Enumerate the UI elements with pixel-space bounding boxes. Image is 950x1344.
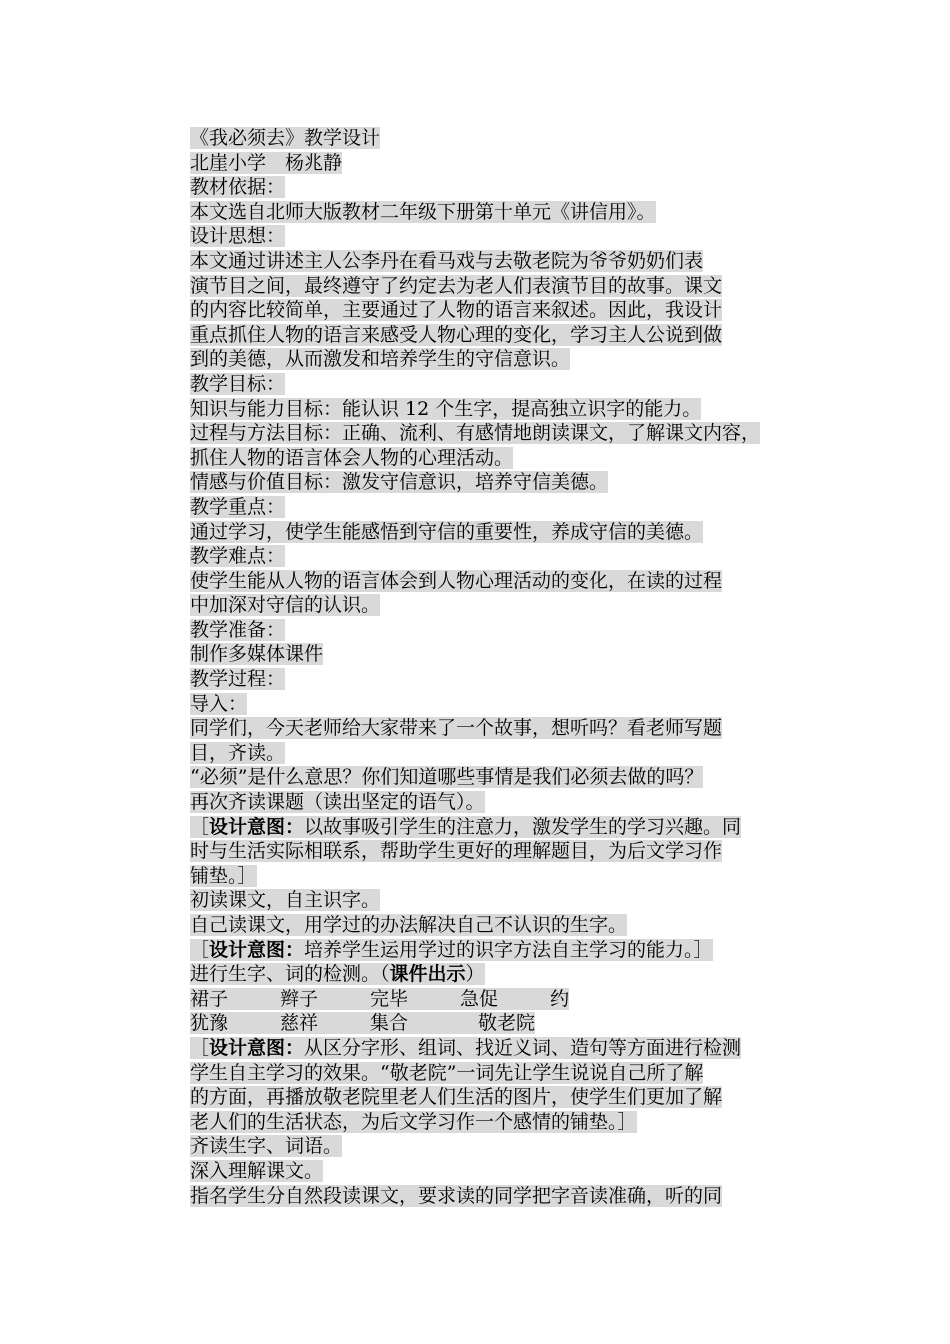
vocab-word: 完毕 bbox=[370, 987, 409, 1010]
text-line: 铺垫。］ bbox=[190, 864, 257, 887]
text-line: 齐读生字、词语。 bbox=[190, 1135, 343, 1158]
section-heading: 教学准备： bbox=[190, 618, 286, 641]
text-line: 知识与能力目标：能认识 12 个生字，提高独立识字的能力。 bbox=[190, 397, 702, 420]
text-line: 通过学习，使学生能感悟到守信的重要性，养成守信的美德。 bbox=[190, 520, 704, 543]
text-line: 情感与价值目标：激发守信意识，培养守信美德。 bbox=[190, 471, 609, 494]
design-intent-label: 设计意图： bbox=[209, 1036, 305, 1059]
section-heading: 教学难点： bbox=[190, 545, 286, 568]
vocab-word: 约 bbox=[550, 987, 570, 1010]
text-line: 到的美德，从而激发和培养学生的守信意识。 bbox=[190, 348, 571, 371]
design-intent-2: ［设计意图：培养学生运用学过的识字方法自主学习的能力。］ bbox=[190, 938, 713, 961]
text-line: 本文选自北师大版教材二年级下册第十单元《讲信用》。 bbox=[190, 200, 656, 223]
vocab-word: 集合 bbox=[370, 1012, 409, 1035]
word-row-2 bbox=[190, 1011, 840, 1036]
document-body bbox=[190, 126, 840, 1208]
text-line: 学生自主学习的效果。“敬老院”一词先让学生说说自己所了解 bbox=[190, 1061, 704, 1084]
text-line: “必须”是什么意思？你们知道哪些事情是我们必须去做的吗？ bbox=[190, 766, 704, 789]
text-line: 抓住人物的语言体会人物的心理活动。 bbox=[190, 446, 514, 469]
text-line: 制作多媒体课件 bbox=[190, 643, 324, 666]
text-line: 老人们的生活状态，为后文学习作一个感情的铺垫。］ bbox=[190, 1110, 637, 1133]
text-line: 自己读课文，用学过的办法解决自己不认识的生字。 bbox=[190, 914, 628, 936]
text-line: 重点抓住人物的语言来感受人物心理的变化，学习主人公说到做 bbox=[190, 323, 723, 346]
section-heading: 设计思想： bbox=[190, 225, 286, 248]
word-row-1 bbox=[190, 987, 840, 1012]
text-line: 时与生活实际相联系，帮助学生更好的理解题目，为后文学习作 bbox=[190, 840, 723, 863]
section-heading: 教学重点： bbox=[190, 495, 286, 518]
design-intent-label: 设计意图： bbox=[209, 938, 305, 961]
section-heading: 教学过程： bbox=[190, 668, 286, 691]
courseware-label: 课件出示 bbox=[389, 963, 466, 986]
vocab-word: 辫子 bbox=[280, 987, 319, 1010]
design-intent-3: ［设计意图：从区分字形、组词、找近义词、造句等方面进行检测 bbox=[190, 1036, 742, 1059]
section-heading: 导入： bbox=[190, 692, 248, 715]
vocab-word: 慈祥 bbox=[280, 1012, 319, 1035]
design-intent-1: ［设计意图：以故事吸引学生的注意力，激发学生的学习兴趣。同 bbox=[190, 815, 742, 838]
vocab-word: 犹豫 bbox=[190, 1012, 229, 1035]
text-line: 同学们，今天老师给大家带来了一个故事，想听吗？看老师写题 bbox=[190, 717, 723, 740]
text-line: 的方面，再播放敬老院里老人们生活的图片，使学生们更加了解 bbox=[190, 1086, 723, 1109]
doc-title: 《我必须去》教学设计 bbox=[190, 127, 381, 149]
word-check-line: 进行生字、词的检测。（课件出示） bbox=[190, 963, 485, 986]
text-line: 深入理解课文。 bbox=[190, 1159, 324, 1182]
section-heading: 教学目标： bbox=[190, 372, 286, 395]
vocab-word: 裙子 bbox=[190, 987, 229, 1010]
section-heading: 教材依据： bbox=[190, 176, 286, 199]
design-intent-label: 设计意图： bbox=[209, 815, 305, 838]
text-line: 指名学生分自然段读课文，要求读的同学把字音读准确，听的同 bbox=[190, 1184, 723, 1207]
text-line: 的内容比较简单，主要通过了人物的语言来叙述。因此，我设计 bbox=[190, 299, 723, 322]
text-line: 使学生能从人物的语言体会到人物心理活动的变化，在读的过程 bbox=[190, 569, 723, 592]
vocab-word: 急促 bbox=[460, 987, 499, 1010]
text-line: 过程与方法目标：正确、流利、有感情地朗读课文，了解课文内容， bbox=[190, 422, 761, 445]
text-line: 本文通过讲述主人公李丹在看马戏与去敬老院为爷爷奶奶们表 bbox=[190, 249, 704, 272]
text-line: 演节目之间，最终遵守了约定去为老人们表演节目的故事。课文 bbox=[190, 274, 723, 297]
vocab-word: 敬老院 bbox=[478, 1012, 536, 1035]
text-line: 初读课文，自主识字。 bbox=[190, 889, 381, 912]
text-line: 目，齐读。 bbox=[190, 741, 286, 764]
author-line: 北崖小学 杨兆静 bbox=[190, 151, 343, 174]
text-line: 再次齐读课题（读出坚定的语气）。 bbox=[190, 791, 485, 814]
text-line: 中加深对守信的认识。 bbox=[190, 594, 381, 617]
